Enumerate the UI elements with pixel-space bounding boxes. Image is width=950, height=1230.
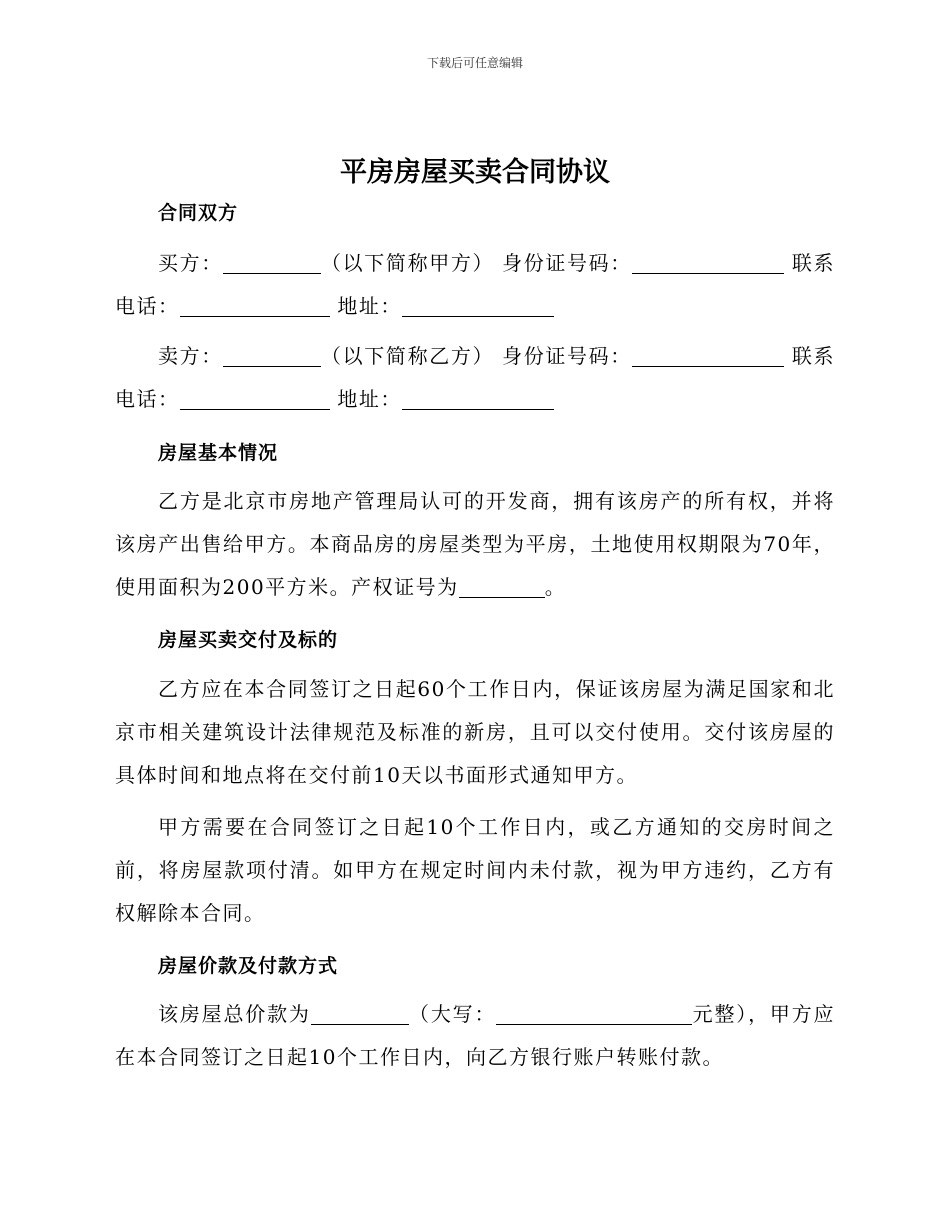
buyer-phone-label-1: 联系 (791, 251, 836, 275)
seller-name-blank[interactable] (223, 346, 321, 367)
buyer-paragraph (115, 242, 835, 328)
payment-text-1: 该房屋总价款为 (158, 1002, 311, 1026)
basic-info-text: 乙方是北京市房地产管理局认可的开发商，拥有该房产的所有权，并将该房产出售给甲方。本商品房的房屋类型为平房，土地使用权期限为70年，使用面积为200平方米。产权证号为 (115, 489, 835, 599)
section-heading-payment: 房屋价款及付款方式 (158, 955, 339, 977)
header-note: 下载后可任意编辑 (426, 56, 523, 70)
buyer-phone-blank[interactable] (180, 296, 330, 317)
seller-phone-label-1: 联系 (791, 344, 836, 368)
seller-address-blank[interactable] (402, 389, 554, 410)
buyer-name-blank[interactable] (223, 253, 321, 274)
page-title: 平房房屋买卖合同协议 (340, 157, 610, 188)
seller-phone-label-2: 电话： (115, 387, 180, 411)
total-price-blank[interactable] (311, 1004, 409, 1025)
buyer-address-label: 地址： (337, 294, 402, 318)
payment-paragraph (115, 993, 835, 1079)
seller-label: 卖方： (158, 344, 223, 368)
seller-paragraph (115, 335, 835, 421)
section-heading-delivery: 房屋买卖交付及标的 (158, 629, 339, 651)
seller-alias: （以下简称乙方） (320, 344, 495, 368)
seller-id-blank[interactable] (632, 346, 784, 367)
buyer-label: 买方： (158, 251, 223, 275)
seller-address-label: 地址： (337, 387, 402, 411)
property-cert-blank[interactable] (459, 577, 545, 598)
buyer-alias: （以下简称甲方） (320, 251, 495, 275)
price-in-words-blank[interactable] (496, 1004, 692, 1025)
delivery-paragraph-2: 甲方需要在合同签订之日起10个工作日内，或乙方通知的交房时间之前，将房屋款项付清。如甲方在规定时间内未付款，视为甲方违约，乙方有权解除本合同。 (115, 815, 835, 925)
section-heading-basic-info: 房屋基本情况 (158, 442, 279, 464)
delivery-paragraph-1: 乙方应在本合同签订之日起60个工作日内，保证该房屋为满足国家和北京市相关建筑设计法律规范及标准的新房，且可以交付使用。交付该房屋的具体时间和地点将在交付前10天以书面形式通知甲方。 (115, 677, 835, 787)
buyer-phone-label-2: 电话： (115, 294, 180, 318)
section-heading-parties: 合同双方 (158, 202, 239, 224)
seller-phone-blank[interactable] (180, 389, 330, 410)
payment-text-3: 元整），甲方应在本合同签订之日起10个工作日内，向乙方银行账户转账付款。 (115, 1002, 836, 1069)
seller-id-label: 身份证号码： (502, 344, 632, 368)
buyer-id-label: 身份证号码： (502, 251, 632, 275)
payment-text-2: （大写： (408, 1002, 497, 1026)
buyer-address-blank[interactable] (402, 296, 554, 317)
basic-info-paragraph (115, 480, 835, 609)
buyer-id-blank[interactable] (632, 253, 784, 274)
basic-info-text-end: 。 (544, 575, 567, 599)
